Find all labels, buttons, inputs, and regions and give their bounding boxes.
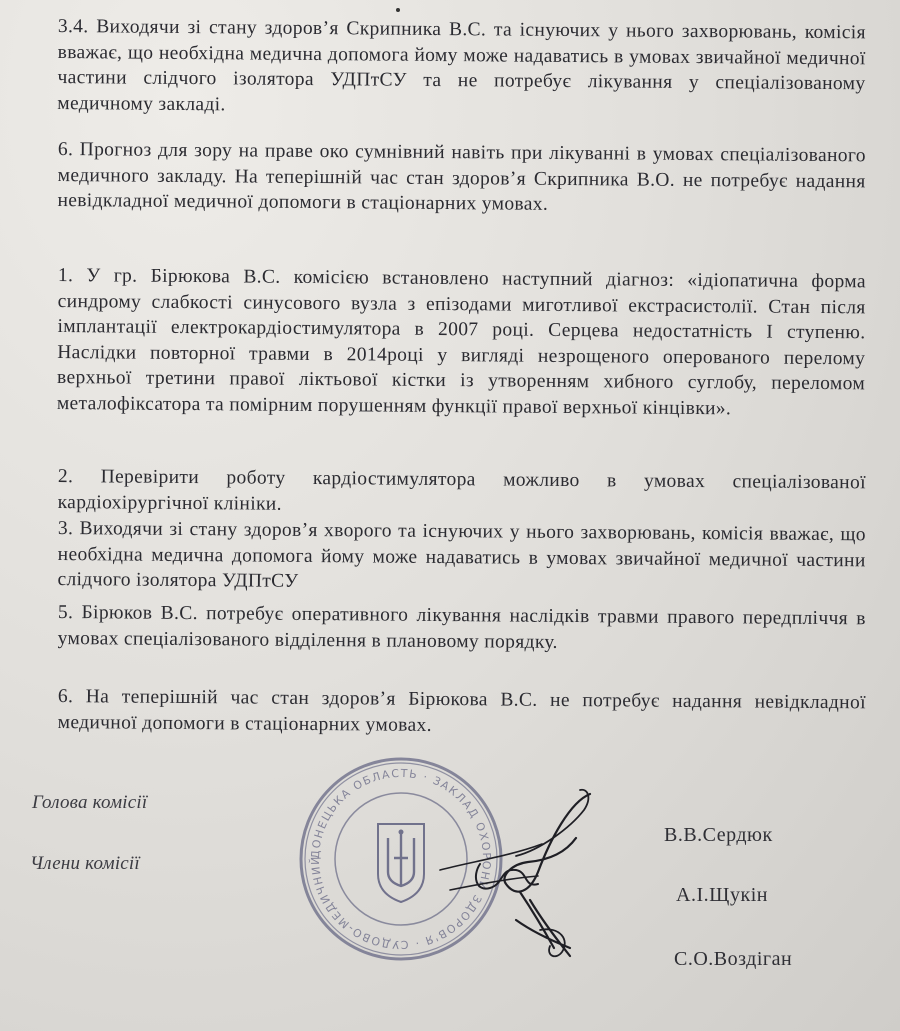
member-name-serdiuk: В.В.Сердюк: [664, 824, 773, 846]
paragraph-3-4-skrypnyk: 3.4. Виходячи зі стану здоров’я Скрипника В.С. та існуючих у нього захворювань, комісія вважає, що необхідна медична допомога йому може надаватись в умовах звичайної медичної частини слідчого ізолятора УДПтСУ та не потребує лікування у спеціалізованому медичному закладі.: [57, 15, 866, 116]
commission-members-label: Члени комісії: [30, 853, 140, 874]
handwritten-signature: [420, 780, 620, 1000]
member-name-vozdigan: С.О.Воздіган: [674, 948, 793, 970]
paragraph-2-pacemaker-check: 2. Перевірити роботу кардіостимулятора можливо в умовах спеціалізованої кардіохірургічної клініки.: [57, 465, 866, 515]
speck: [396, 8, 400, 12]
paragraph-1-biriukov-diagnosis: 1. У гр. Бірюкова В.С. комісією встановлено наступний діагноз: «ідіопатична форма синдрому слабкості синусового вузла з епізодами миготливої екстрасистолії. Стан після імплантації електрокардіостимулятора в 2007 році. Серцева недостатність І ступеню. Наслідки повторної травми в 2014році у вигляді незрощеного оперованого перелому верхньої третини правої ліктьової кістки із утворенням хибного суглобу, переломом металофіксатора та помірним порушенням функції правої верхньої кінцівки».: [56, 264, 866, 420]
paragraph-6-skrypnyk-prognosis: 6. Прогноз для зору на праве око сумнівний навіть при лікуванні в умовах спеціалізованого медичного закладу. На теперішній час стан здоров’я Скрипника В.О. не потребує надання невідкладної медичної допомоги в стаціонарних умовах.: [57, 138, 866, 216]
commission-chair-label: Голова комісії: [32, 792, 148, 813]
stamp-ring-text: ДОНЕЦЬКА ОБЛАСТЬ · ЗАКЛАД ОХОРОНИ ЗДОРОВ'Я · СУДОВО-МЕДИЧНИЙ: [308, 766, 494, 952]
paragraph-5-surgery: 5. Бірюков В.С. потребує оперативного лікування наслідків травми правого передпліччя в умовах спеціалізованого відділення в плановому порядку.: [57, 601, 866, 653]
paragraph-3-medical-care: 3. Виходячи зі стану здоров’я хворого та існуючих у нього захворювань, комісія вважає, що необхідна медична допомога йому може надаватись в умовах звичайної медичної частини слідчого ізолятора УДПтСУ: [57, 517, 866, 593]
paragraph-6-biriukov-status: 6. На теперішній час стан здоров’я Бірюкова В.С. не потребує надання невідкладної медичної допомоги в стаціонарних умовах.: [57, 685, 866, 736]
member-name-shchukin: А.І.Щукін: [676, 884, 768, 906]
trident-emblem-icon: [378, 824, 424, 902]
